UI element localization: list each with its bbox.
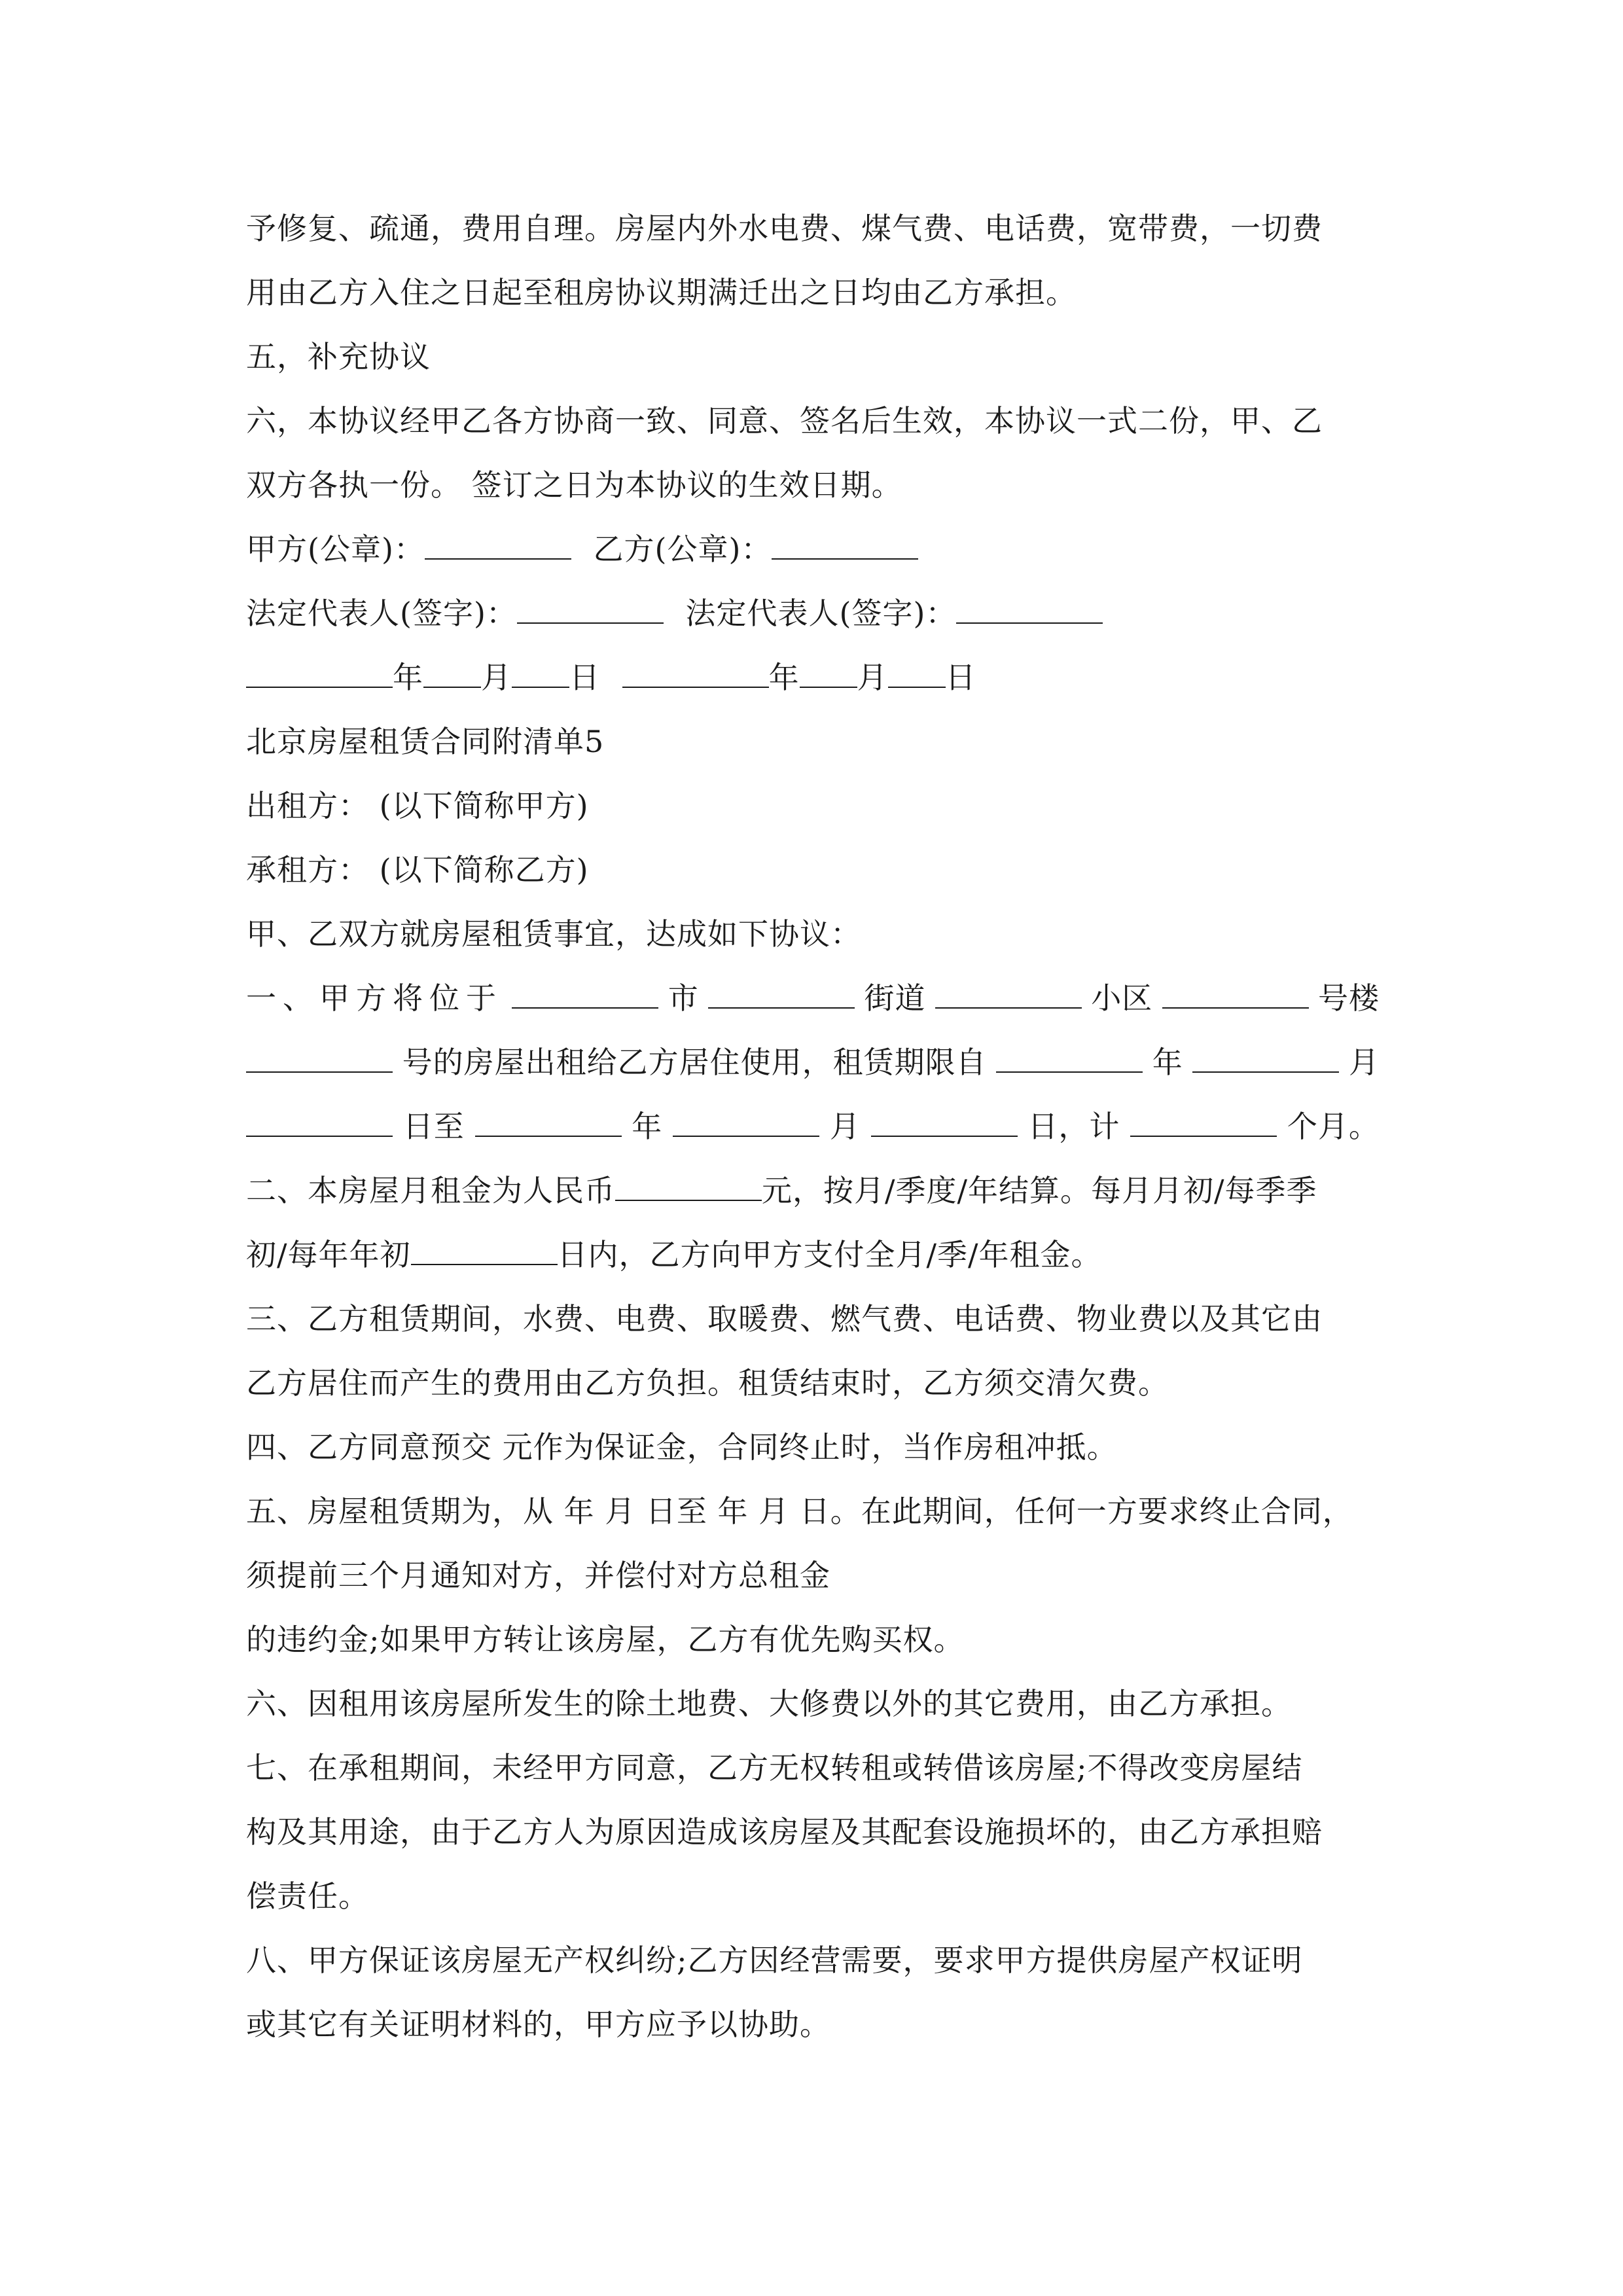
representative-line	[246, 581, 1380, 645]
clause-2-text: 初/每年年初	[246, 1237, 411, 1272]
clause-7-line-3: 偿责任。	[246, 1878, 369, 1914]
unit-blank[interactable]	[246, 1045, 393, 1073]
clause-2-line-2	[246, 1223, 1380, 1287]
building-label: 号楼	[1318, 980, 1380, 1016]
rep-a-blank[interactable]	[517, 596, 664, 624]
year-label: 年	[1152, 1045, 1183, 1080]
clause-5-line-1: 五、房屋租赁期为，从 年 月 日至 年 月 日。在此期间，任何一方要求终止合同，	[246, 1494, 1353, 1529]
year-label: 年	[393, 660, 423, 695]
rep-b-label: 法定代表人(签字)：	[685, 596, 957, 631]
clause-2-text: 二、本房屋月租金为人民币	[246, 1173, 615, 1208]
date-a-day-blank[interactable]	[512, 660, 569, 688]
end-day-blank[interactable]	[871, 1109, 1018, 1137]
district-label: 小区	[1091, 980, 1153, 1016]
lessee-line: 承租方： (以下简称乙方)	[246, 852, 589, 888]
clause-1-line-2	[246, 1030, 1380, 1094]
text-line: 双方各执一份。 签订之日为本协议的生效日期。	[246, 467, 902, 503]
rent-amount-blank[interactable]	[615, 1174, 762, 1201]
rep-b-blank[interactable]	[956, 596, 1103, 624]
clause-4: 四、乙方同意预交 元作为保证金，合同终止时，当作房租冲抵。	[246, 1429, 1118, 1465]
month-label: 月	[481, 660, 512, 695]
start-year-blank[interactable]	[996, 1045, 1143, 1073]
seal-line	[246, 517, 1380, 581]
clause-1-line-3	[246, 1094, 1380, 1158]
year-label: 年	[632, 1109, 663, 1144]
clause-7-line-2: 构及其用途，由于乙方人为原因造成该房屋及其配套设施损坏的，由乙方承担赔	[246, 1814, 1323, 1850]
document-body	[246, 196, 1380, 2056]
clause-2-line-1	[246, 1158, 1380, 1223]
date-b-year-blank[interactable]	[622, 660, 769, 688]
end-month-blank[interactable]	[673, 1109, 819, 1137]
end-year-blank[interactable]	[475, 1109, 622, 1137]
street-blank[interactable]	[708, 981, 855, 1009]
clause-3-line-1: 三、乙方租赁期间，水费、电费、取暖费、燃气费、电话费、物业费以及其它由	[246, 1301, 1323, 1336]
party-b-seal-blank[interactable]	[772, 532, 918, 560]
text-line: 用由乙方入住之日起至租房协议期满迁出之日均由乙方承担。	[246, 275, 1077, 310]
start-month-blank[interactable]	[1192, 1045, 1339, 1073]
clause-1-text: 一、甲方将位于	[246, 980, 503, 1016]
date-a-year-blank[interactable]	[246, 660, 393, 688]
lessor-line: 出租方： (以下简称甲方)	[246, 788, 589, 823]
start-day-blank[interactable]	[246, 1109, 393, 1137]
party-b-seal-label: 乙方(公章)：	[593, 531, 772, 567]
day-total-label: 日，计	[1027, 1109, 1120, 1144]
contract-title: 北京房屋租赁合同附清单5	[246, 724, 605, 759]
clause-5-line-3: 的违约金;如果甲方转让该房屋，乙方有优先购买权。	[246, 1622, 965, 1657]
rep-a-label: 法定代表人(签字)：	[246, 596, 517, 631]
intro-line: 甲、乙双方就房屋租赁事宜，达成如下协议：	[246, 916, 861, 952]
month-label: 月	[1348, 1045, 1380, 1080]
text-line: 予修复、疏通，费用自理。房屋内外水电费、煤气费、电话费，宽带费，一切费	[246, 211, 1323, 246]
building-blank[interactable]	[1162, 981, 1309, 1009]
clause-8-line-1: 八、甲方保证该房屋无产权纠纷;乙方因经营需要，要求甲方提供房屋产权证明	[246, 1943, 1303, 1978]
payment-days-blank[interactable]	[411, 1238, 558, 1265]
clause-7-line-1: 七、在承租期间，未经甲方同意，乙方无权转租或转借该房屋;不得改变房屋结	[246, 1750, 1303, 1785]
total-months-blank[interactable]	[1130, 1109, 1277, 1137]
date-b-day-blank[interactable]	[888, 660, 946, 688]
district-blank[interactable]	[935, 981, 1082, 1009]
clause-5-line-2: 须提前三个月通知对方，并偿付对方总租金	[246, 1558, 830, 1593]
city-label: 市	[668, 980, 699, 1016]
clause-2-text: 日内，乙方向甲方支付全月/季/年租金。	[557, 1237, 1102, 1272]
clause-1-line-1	[246, 966, 1380, 1030]
month-label: 月	[857, 660, 888, 695]
date-b-month-blank[interactable]	[800, 660, 857, 688]
date-line	[246, 645, 1380, 709]
day-label: 日	[945, 660, 976, 695]
text-line: 六，本协议经甲乙各方协商一致、同意、签名后生效，本协议一式二份，甲、乙	[246, 403, 1323, 439]
day-to-label: 日至	[402, 1109, 465, 1144]
date-a-month-blank[interactable]	[423, 660, 481, 688]
street-label: 街道	[864, 980, 926, 1016]
city-blank[interactable]	[512, 981, 658, 1009]
day-label: 日	[569, 660, 600, 695]
clause-3-line-2: 乙方居住而产生的费用由乙方负担。租赁结束时，乙方须交清欠费。	[246, 1365, 1169, 1401]
clause-2-text: 元，按月/季度/年结算。每月月初/每季季	[762, 1173, 1317, 1208]
months-label: 个月。	[1287, 1109, 1380, 1144]
year-label: 年	[768, 660, 800, 695]
month-label: 月	[829, 1109, 861, 1144]
clause-6: 六、因租用该房屋所发生的除土地费、大修费以外的其它费用，由乙方承担。	[246, 1686, 1292, 1721]
clause-8-line-2: 或其它有关证明材料的，甲方应予以协助。	[246, 2007, 830, 2042]
clause-1-text: 号的房屋出租给乙方居住使用，租赁期限自	[402, 1045, 987, 1080]
party-a-seal-label: 甲方(公章)：	[246, 531, 425, 567]
section-heading: 五，补充协议	[246, 339, 431, 374]
party-a-seal-blank[interactable]	[425, 532, 571, 560]
